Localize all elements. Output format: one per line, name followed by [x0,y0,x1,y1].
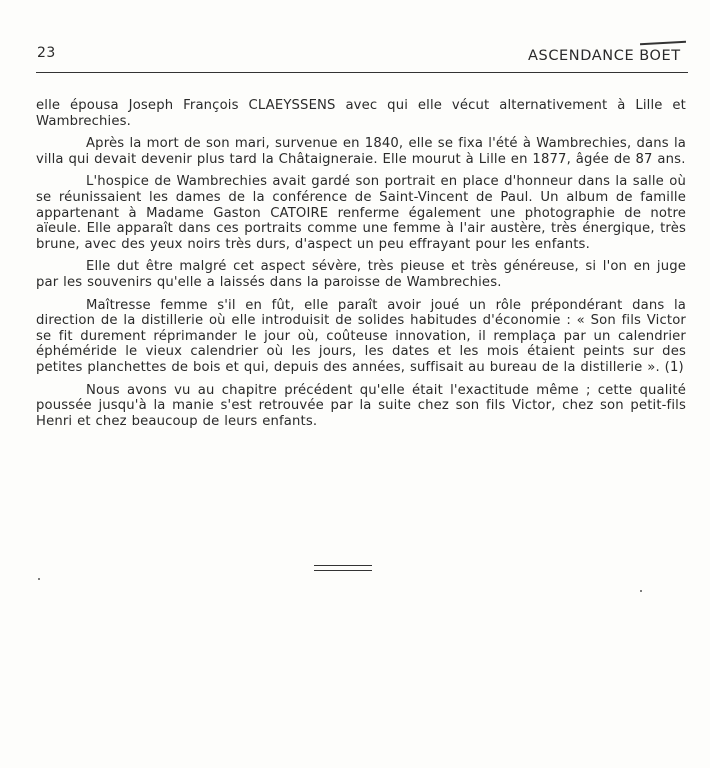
scan-speck [38,578,40,580]
paragraph: L'hospice de Wambrechies avait gardé son portrait en place d'honneur dans la salle où se réunissaient les dames de la conférence de Saint-Vincent de Paul. Un album de famille appartenant à Madame Gaston CATOIRE renferme également une photographie de notre aïeule. Elle apparaît dans ces portraits comme une femme à l'air austère, très énergique, très brune, avec des yeux noirs très durs, d'aspect un peu effrayant pour les enfants. [36,174,686,252]
end-rule-top [314,565,372,566]
page-number: 23 [37,45,56,61]
running-header-title: ASCENDANCE [528,48,635,64]
paragraph: Après la mort de son mari, survenue en 1840, elle se fixa l'été à Wambrechies, dans la villa qui devait devenir plus tard la Châtaigneraie. Elle mourut à Lille en 1877, âgée de 87 ans. [36,136,686,167]
header-rule [36,72,688,73]
paragraph: Elle dut être malgré cet aspect sévère, très pieuse et très généreuse, si l'on en juge par les souvenirs qu'elle a laissés dans la paroisse de Wambrechies. [36,259,686,290]
paragraph: Maîtresse femme s'il en fût, elle paraît avoir joué un rôle prépondérant dans la direction de la distillerie où elle introduisit de solides habitudes d'économie : « Son fils Victor se fit durement réprimander le jour où, coûteuse innovation, il remplaça par un calendrier éphéméride le vieux calendrier où les jours, les dates et les mois étaient peints sur des petites planchettes de bois et qui, depuis des années, suffisait au bureau de la distillerie ». (1) [36,297,686,375]
paragraph-continuation: elle épousa Joseph François CLAEYSSENS avec qui elle vécut alternativement à Lille et Wambrechies. [36,98,686,129]
header-dash [640,41,686,45]
end-rule-bottom [314,570,372,571]
running-header-surname: BOET [639,48,681,64]
scan-speck [640,590,642,592]
body-text [36,98,686,436]
paragraph: Nous avons vu au chapitre précédent qu'elle était l'exactitude même ; cette qualité poussée jusqu'à la manie s'est retrouvée par la suite chez son fils Victor, chez son petit-fils Henri et chez beaucoup de leurs enfants. [36,382,686,429]
running-header [528,48,681,64]
